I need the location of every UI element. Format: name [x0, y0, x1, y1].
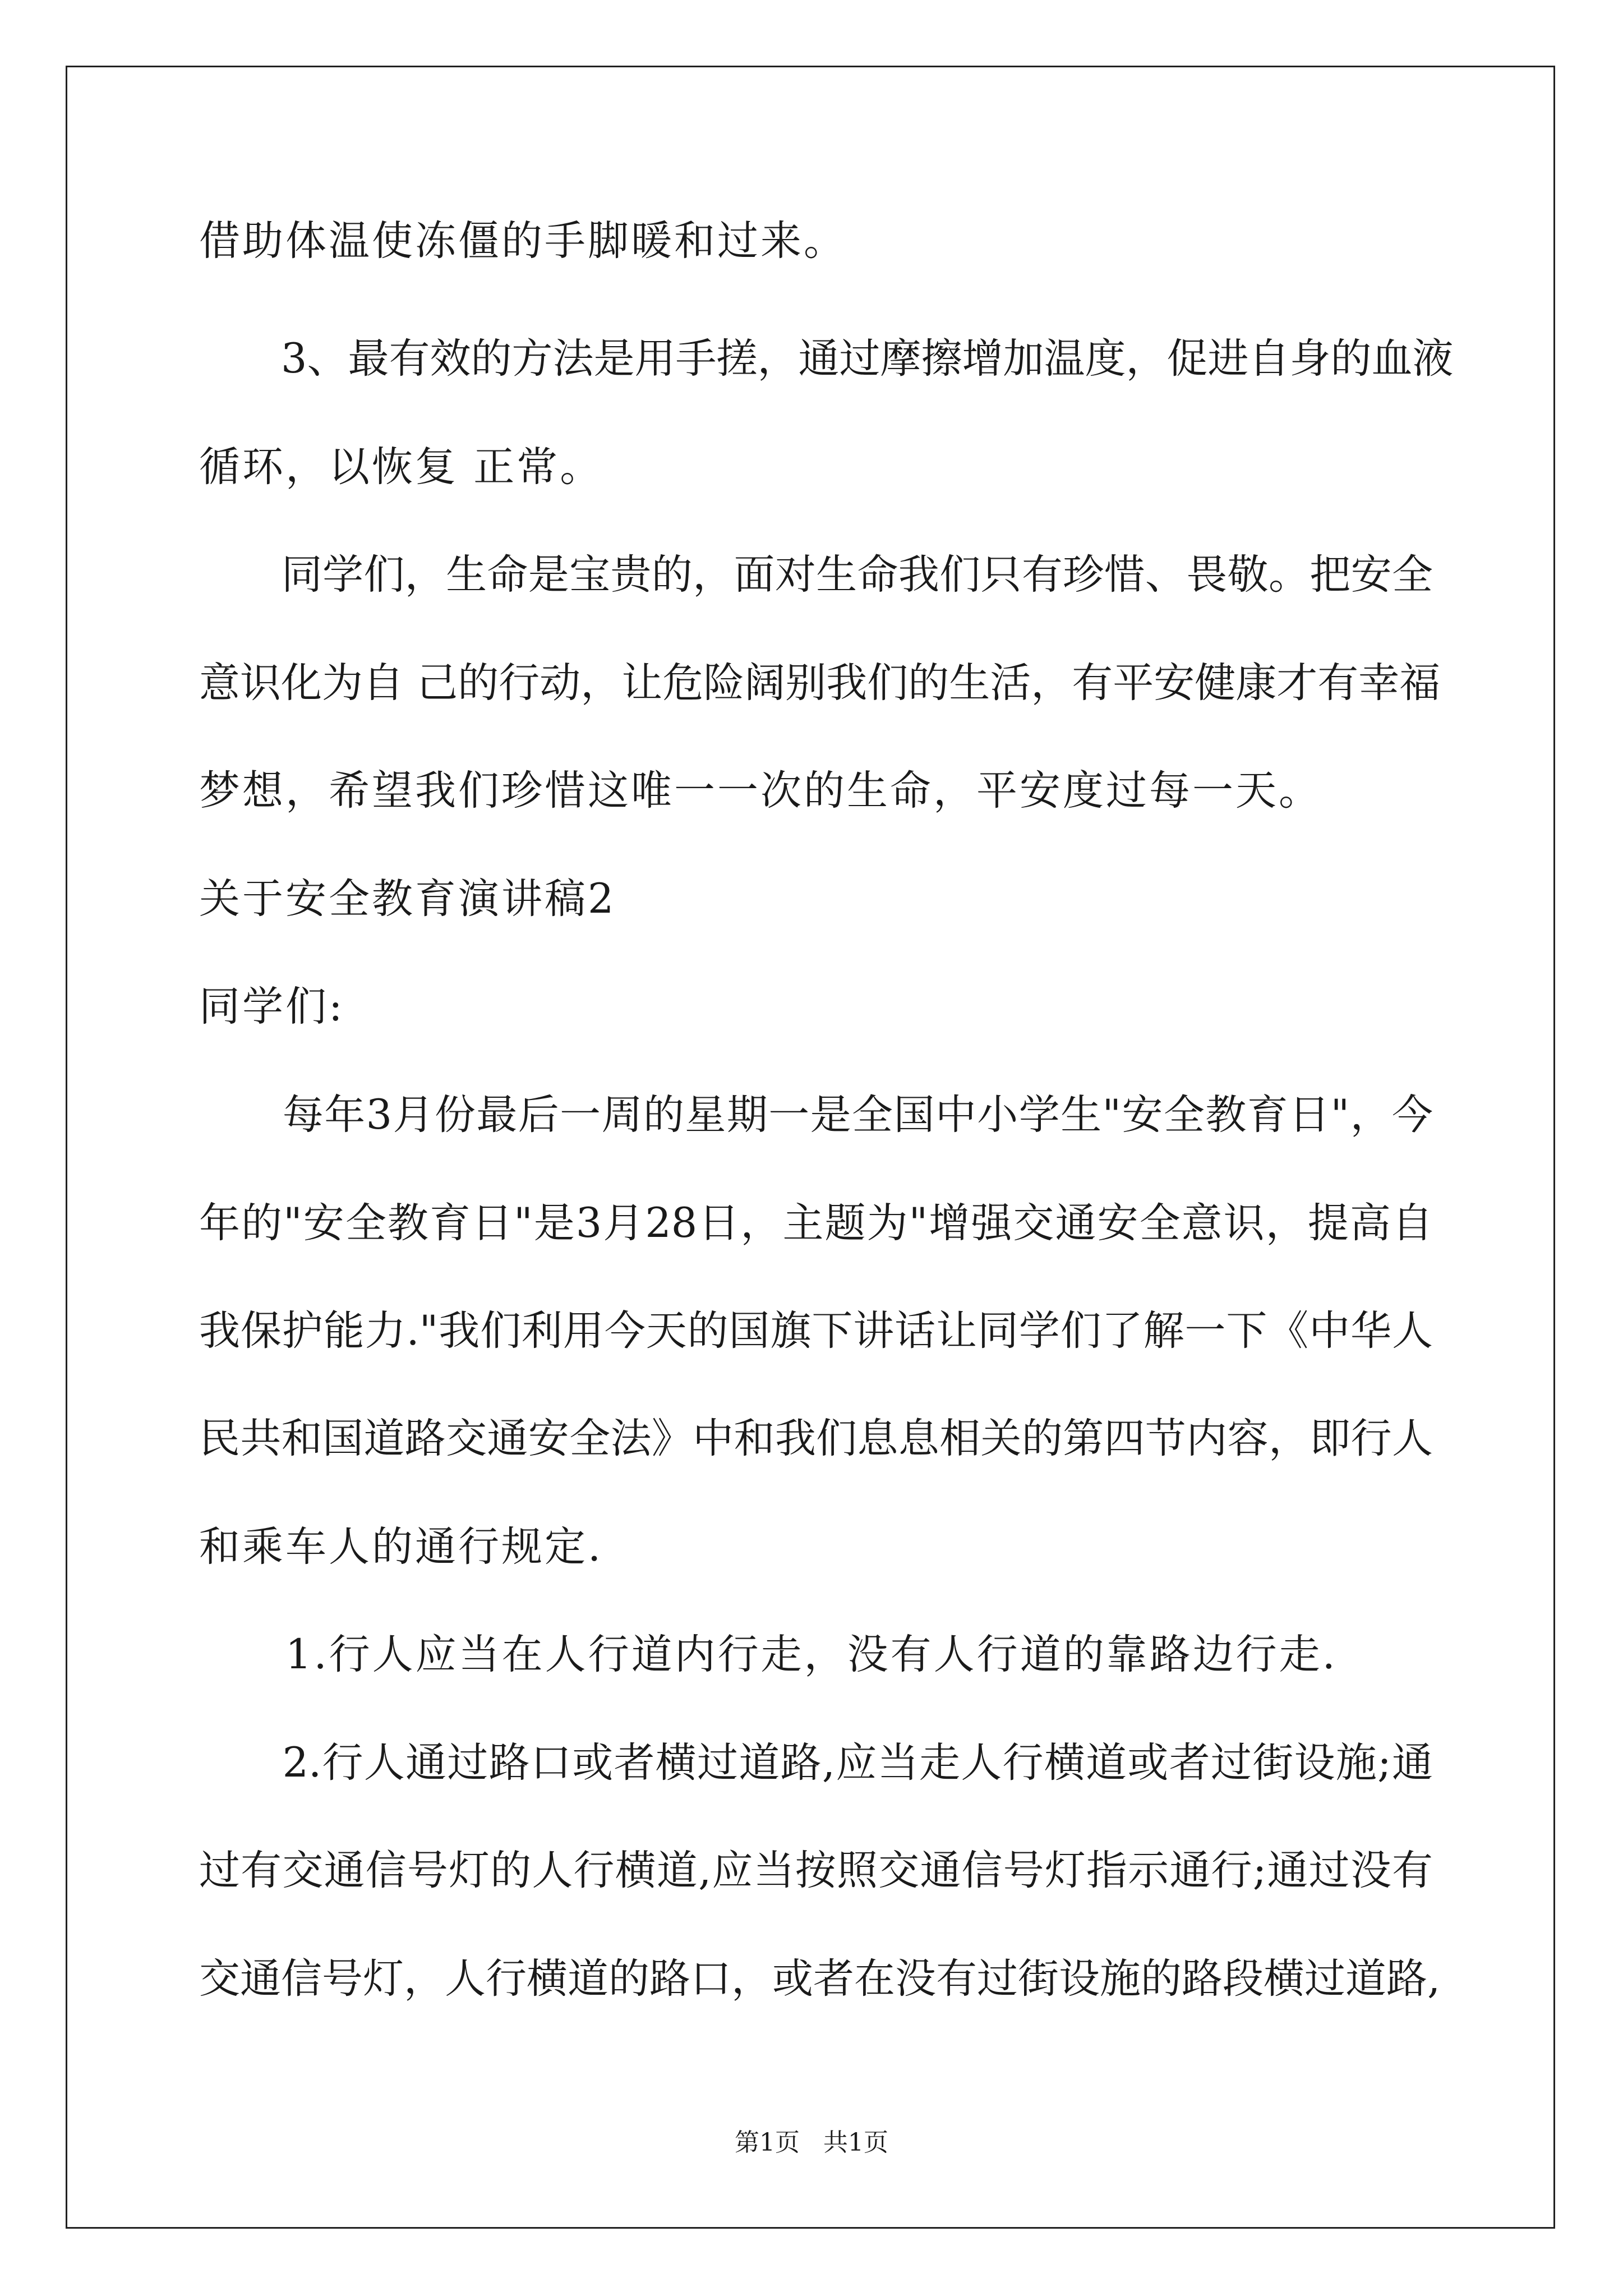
page-border — [66, 66, 1555, 2229]
section-heading: 关于安全教育演讲稿2 — [199, 875, 616, 923]
paragraph-line: 交通信号灯，人行横道的路口，或者在没有过街设施的路段横过道路, — [199, 1955, 1441, 2003]
paragraph-line: 借助体温使冻僵的手脚暖和过来。 — [199, 217, 847, 265]
paragraph-line: 我保护能力."我们利用今天的国旗下讲话让同学们了解一下《中华人 — [199, 1307, 1433, 1355]
paragraph-line: 1.行人应当在人行道内行走，没有人行道的靠路边行走. — [199, 1631, 1338, 1678]
paragraph-line: 循环，以恢复 正常。 — [199, 443, 603, 491]
salutation: 同学们: — [199, 983, 345, 1030]
paragraph-line: 梦想，希望我们珍惜这唯一一次的生命，平安度过每一天。 — [199, 767, 1322, 815]
paragraph-line: 年的"安全教育日"是3月28日，主题为"增强交通安全意识，提高自 — [199, 1199, 1433, 1247]
paragraph-line: 过有交通信号灯的人行横道,应当按照交通信号灯指示通行;通过没有 — [199, 1847, 1433, 1894]
paragraph-line: 同学们，生命是宝贵的，面对生命我们只有珍惜、畏敬。把安全 — [199, 551, 1433, 599]
paragraph-line: 每年3月份最后一周的星期一是全国中小学生"安全教育日"，今 — [199, 1091, 1433, 1139]
paragraph-line: 3、最有效的方法是用手搓，通过摩擦增加温度，促进自身的血液 — [199, 335, 1454, 383]
paragraph-line: 民共和国道路交通安全法》中和我们息息相关的第四节内容，即行人 — [199, 1415, 1433, 1462]
page-number-footer: 第1页 共1页 — [735, 2128, 888, 2157]
paragraph-line: 意识化为自 己的行动，让危险阔别我们的生活，有平安健康才有幸福 — [199, 659, 1441, 707]
paragraph-line: 2.行人通过路口或者横过道路,应当走人行横道或者过街设施;通 — [199, 1739, 1433, 1787]
paragraph-line: 和乘车人的通行规定. — [199, 1523, 603, 1571]
